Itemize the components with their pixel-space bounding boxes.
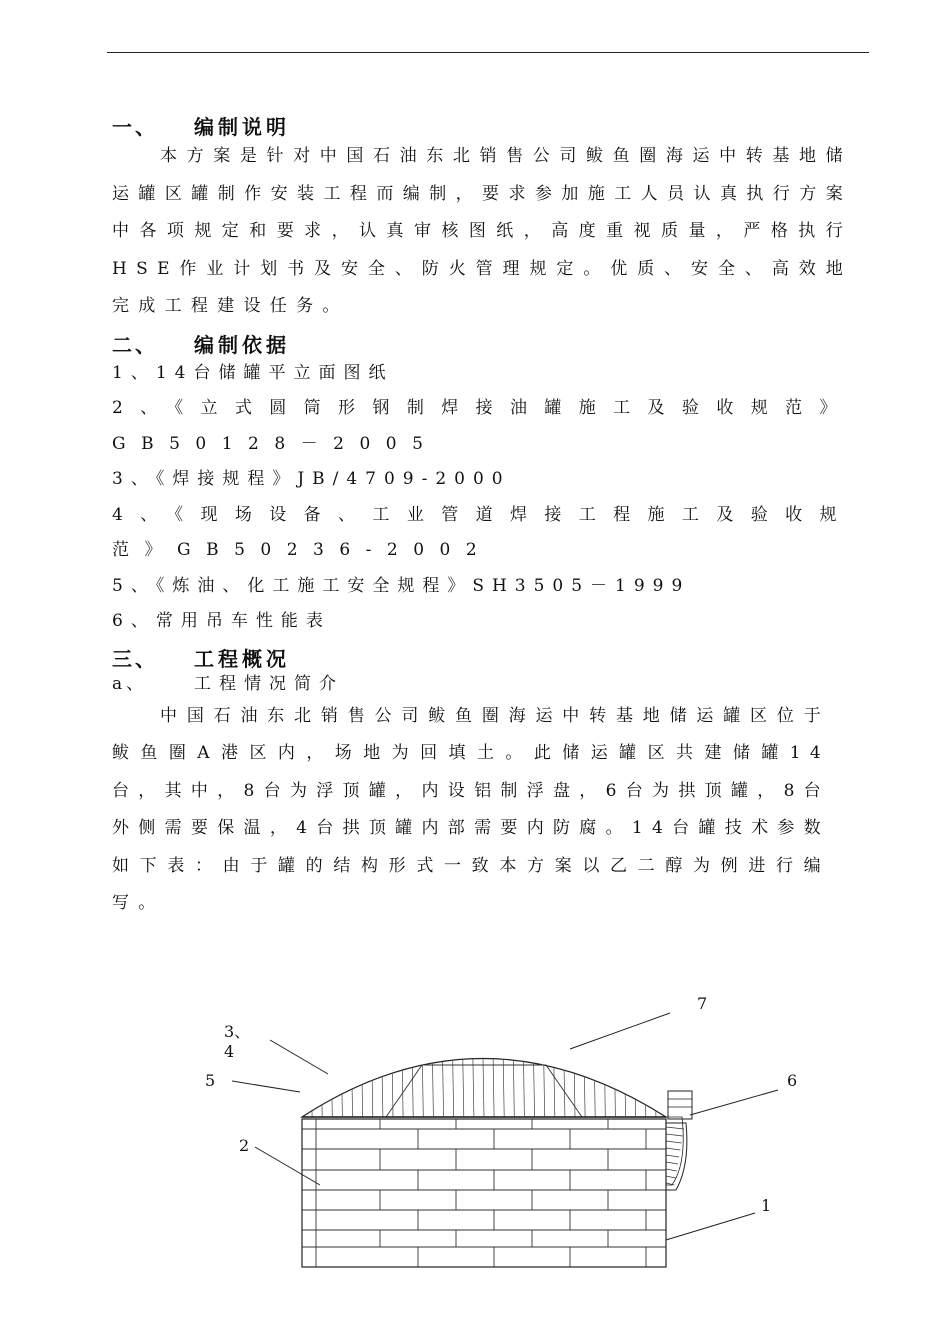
section-3-title: 工程概况 bbox=[194, 646, 290, 671]
section-1-heading bbox=[112, 108, 852, 138]
dome-rib bbox=[564, 1070, 565, 1117]
subsection-a-heading bbox=[112, 670, 852, 698]
tank-shell bbox=[302, 1119, 666, 1267]
stair-step bbox=[666, 1162, 678, 1164]
dome-rib bbox=[483, 1059, 484, 1118]
stair-step bbox=[666, 1176, 676, 1178]
dome-rib bbox=[554, 1067, 555, 1117]
section-3-paragraph: 中国石油东北销售公司鲅鱼圈海运中转基地储运罐区位于鲅鱼圈A港区内，场地为回填土。此储运罐区共建储罐14台，其中，8台为浮顶罐，内设铝制浮盘，6台为拱顶罐，8台外侧需要保温，4台拱顶罐内部需要内防腐。14台罐技术参数如下表：由于罐的结构形式一致本方案以乙二醇为例进行编写。 bbox=[112, 705, 830, 913]
subsection-a-title: 工程情况简介 bbox=[194, 673, 344, 694]
section-3-heading bbox=[112, 640, 852, 670]
section-1-title: 编制说明 bbox=[194, 115, 290, 139]
leader-2 bbox=[255, 1147, 320, 1185]
dome-rib bbox=[443, 1061, 444, 1117]
stair-platform bbox=[668, 1091, 692, 1119]
basis-item-4: 4、《现场设备、工业管道焊接工程施工及验收规范》GB50236-2002 bbox=[112, 504, 852, 560]
dome-rib bbox=[422, 1065, 423, 1117]
dome-rib bbox=[433, 1063, 434, 1117]
document-page bbox=[112, 108, 852, 923]
section-2-heading bbox=[112, 326, 852, 356]
leader-3-4 bbox=[270, 1040, 328, 1074]
leader-7 bbox=[570, 1013, 670, 1049]
section-2-number: 二、 bbox=[112, 332, 158, 357]
stair-step bbox=[666, 1127, 684, 1129]
dome-rib bbox=[503, 1059, 504, 1117]
section-2-title: 编制依据 bbox=[194, 332, 290, 357]
dome-rib bbox=[605, 1085, 606, 1118]
stair-step bbox=[666, 1169, 677, 1171]
dome-rib bbox=[524, 1061, 525, 1117]
dome-rib bbox=[574, 1073, 575, 1117]
dome-rib bbox=[453, 1060, 454, 1117]
dome-rib bbox=[382, 1077, 383, 1117]
dome-rib bbox=[352, 1089, 353, 1117]
dome-rib bbox=[362, 1085, 363, 1118]
header-rule bbox=[107, 52, 869, 53]
label-1: 1 bbox=[761, 1196, 772, 1215]
subsection-a-prefix: a、 bbox=[112, 673, 148, 694]
label-3: 3、 bbox=[224, 1022, 251, 1041]
basis-item-3: 3、《焊接规程》JB/4709-2000 bbox=[112, 469, 511, 489]
label-5: 5 bbox=[205, 1071, 216, 1090]
stair-step bbox=[666, 1148, 680, 1150]
tank-diagram bbox=[190, 985, 830, 1285]
dome-rib bbox=[473, 1059, 474, 1117]
basis-item-5: 5、《炼油、化工施工安全规程》SH3505－1999 bbox=[112, 575, 691, 596]
dome-rib bbox=[372, 1080, 373, 1117]
section-3-number: 三、 bbox=[112, 646, 158, 671]
label-6: 6 bbox=[787, 1071, 798, 1090]
dome-rib bbox=[595, 1080, 596, 1117]
dome-rib bbox=[534, 1063, 535, 1117]
leader-6 bbox=[690, 1090, 778, 1115]
dome-rib bbox=[463, 1059, 464, 1117]
dome-rib bbox=[513, 1060, 514, 1117]
stair-step bbox=[666, 1134, 683, 1136]
stair-steps bbox=[666, 1127, 684, 1185]
dome-ribs bbox=[312, 1059, 656, 1118]
label-4: 4 bbox=[224, 1042, 235, 1061]
dome-rib bbox=[412, 1067, 413, 1117]
label-2: 2 bbox=[239, 1136, 250, 1155]
basis-item-6: 6、常用吊车性能表 bbox=[112, 611, 331, 631]
basis-item-2: 2、《立式圆筒形钢制焊接油罐施工及验收规范》GB50128－2005 bbox=[112, 398, 852, 454]
dome-rib bbox=[544, 1065, 545, 1117]
section-1-number: 一、 bbox=[112, 115, 158, 139]
leader-5 bbox=[232, 1081, 300, 1092]
stair-step bbox=[666, 1155, 679, 1157]
basis-item-1: 1、14台储罐平立面图纸 bbox=[112, 362, 394, 383]
shell-courses bbox=[302, 1119, 666, 1267]
dome-rib bbox=[392, 1073, 393, 1117]
section-1-paragraph: 本方案是针对中国石油东北销售公司鲅鱼圈海运中转基地储运罐区罐制作安装工程而编制，要求参加施工人员认真执行方案中各项规定和要求，认真审核图纸，高度重视质量，严格执行HSE作业计划书及安全、防火管理规定。优质、安全、高效地完成工程建设任务。 bbox=[112, 146, 852, 316]
leader-1 bbox=[666, 1213, 755, 1240]
stair-step bbox=[666, 1141, 682, 1143]
tank-drawing bbox=[190, 985, 830, 1285]
label-7: 7 bbox=[697, 994, 708, 1013]
dome-rib bbox=[493, 1059, 494, 1117]
dome-rib bbox=[584, 1077, 585, 1117]
